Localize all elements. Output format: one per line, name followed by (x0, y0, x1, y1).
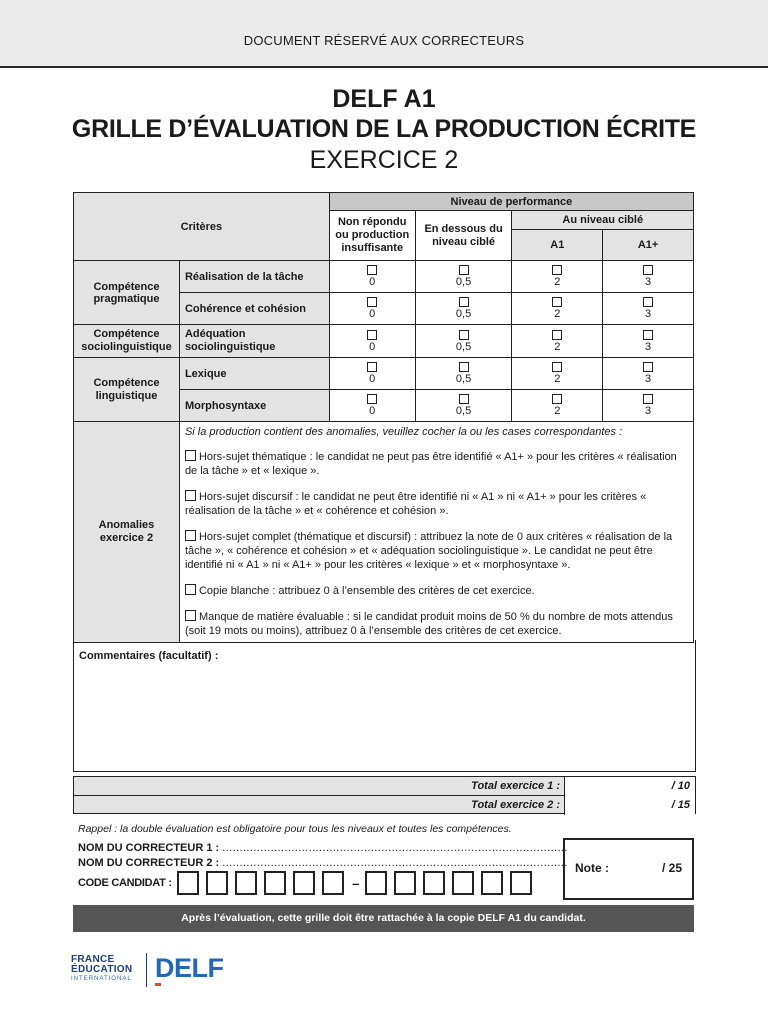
anomalies-label: Anomalies exercice 2 (74, 422, 180, 643)
score-value: 0 (369, 308, 376, 320)
code-separator: – (352, 875, 360, 891)
score-checkbox[interactable] (367, 297, 377, 307)
evaluation-grid (73, 192, 694, 643)
score-checkbox[interactable] (643, 330, 653, 340)
score-checkbox[interactable] (367, 394, 377, 404)
final-note-box[interactable] (563, 838, 694, 900)
score-cell[interactable] (415, 390, 512, 422)
corrector-1-dots: .................................................................................................... (222, 842, 568, 854)
score-value: 2 (554, 308, 561, 320)
score-checkbox[interactable] (552, 362, 562, 372)
score-checkbox[interactable] (643, 297, 653, 307)
reserved-notice: DOCUMENT RÉSERVÉ AUX CORRECTEURS (243, 33, 525, 48)
criterion-label: Réalisation de la tâche (179, 261, 329, 293)
score-cell[interactable] (603, 358, 694, 390)
attachment-notice: Après l’évaluation, cette grille doit être rattachée à la copie DELF A1 du candidat. (73, 905, 694, 932)
score-cell[interactable] (603, 390, 694, 422)
code-digit-box[interactable] (206, 871, 228, 895)
anomaly-text: Hors-sujet complet (thématique et discursif) : attribuez la note de 0 aux critères « réalisation de la tâche », « cohérence et cohésion » et « adéquation sociolinguistique ». Le candidat ne peut être identifié ni « A1 » ni « A1+ » pour les critères « lexique » et « morphosyntaxe ». (184, 531, 673, 571)
anomaly-item (185, 490, 689, 518)
code-digit-box[interactable] (322, 871, 344, 895)
corrector-2-dots: .................................................................................................... (222, 857, 568, 869)
score-cell[interactable] (512, 390, 603, 422)
score-checkbox[interactable] (367, 362, 377, 372)
score-cell[interactable] (329, 293, 415, 325)
group-socio: Compétence sociolinguistique (74, 325, 180, 358)
score-checkbox[interactable] (459, 297, 469, 307)
anomaly-checkbox[interactable] (185, 450, 196, 461)
code-digit-box[interactable] (293, 871, 315, 895)
score-checkbox[interactable] (459, 394, 469, 404)
anomaly-checkbox[interactable] (185, 490, 196, 501)
code-digit-box[interactable] (235, 871, 257, 895)
anomaly-checkbox[interactable] (185, 584, 196, 595)
score-value: 3 (645, 373, 652, 385)
code-digit-box[interactable] (365, 871, 387, 895)
code-digit-box[interactable] (510, 871, 532, 895)
logo-org-line1: FRANCE (71, 954, 115, 965)
score-value: 0,5 (455, 405, 472, 417)
score-value: 0,5 (455, 276, 472, 288)
candidate-code (78, 870, 539, 896)
criterion-label: Morphosyntaxe (179, 390, 329, 422)
comments-label: Commentaires (facultatif) : (79, 650, 219, 662)
score-cell[interactable] (415, 358, 512, 390)
title-exam: DELF A1 (332, 85, 436, 113)
score-cell[interactable] (512, 293, 603, 325)
code-digit-box[interactable] (423, 871, 445, 895)
candidate-code-label: CODE CANDIDAT : (78, 877, 172, 889)
corrector-2-label: NOM DU CORRECTEUR 2 : (78, 857, 220, 869)
score-checkbox[interactable] (552, 330, 562, 340)
score-value: 3 (645, 340, 652, 353)
score-checkbox[interactable] (552, 265, 562, 275)
score-cell[interactable] (603, 293, 694, 325)
score-cell[interactable] (415, 325, 512, 358)
score-value: 0 (369, 373, 376, 385)
code-digit-box[interactable] (481, 871, 503, 895)
score-checkbox[interactable] (367, 330, 377, 340)
anomaly-item (185, 450, 689, 478)
score-cell[interactable] (415, 293, 512, 325)
total-ex2-field[interactable]: / 15 (564, 796, 695, 815)
score-cell[interactable] (329, 261, 415, 293)
total-ex2-label: Total exercice 2 : (471, 799, 560, 811)
logo-org-line2: ÉDUCATION (71, 964, 133, 975)
score-checkbox[interactable] (552, 297, 562, 307)
document-title (0, 84, 768, 176)
score-value: 0 (369, 276, 376, 288)
score-value: 3 (645, 276, 652, 288)
score-cell[interactable] (603, 261, 694, 293)
score-value: 2 (554, 373, 561, 385)
score-cell[interactable] (512, 325, 603, 358)
score-checkbox[interactable] (552, 394, 562, 404)
anomaly-item (185, 610, 689, 638)
score-cell[interactable] (415, 261, 512, 293)
score-value: 0,5 (455, 308, 472, 320)
criterion-label: Cohérence et cohésion (179, 293, 329, 325)
score-checkbox[interactable] (643, 362, 653, 372)
performance-header: Niveau de performance (329, 193, 693, 211)
score-cell[interactable] (512, 261, 603, 293)
anomaly-checkbox[interactable] (185, 530, 196, 541)
score-cell[interactable] (329, 358, 415, 390)
note-value: / 25 (661, 861, 682, 875)
score-value: 0,5 (455, 340, 472, 353)
col-below: En dessous du niveau ciblé (415, 211, 512, 261)
group-linguistique: Compétence linguistique (74, 358, 180, 422)
score-cell[interactable] (329, 325, 415, 358)
corrector-2-field[interactable] (78, 857, 568, 869)
col-a1plus: A1+ (603, 230, 694, 261)
col-target: Au niveau ciblé (512, 211, 694, 230)
code-digit-box[interactable] (264, 871, 286, 895)
logo-divider (146, 953, 147, 987)
score-cell[interactable] (603, 325, 694, 358)
total-row-ex1 (74, 777, 695, 796)
delf-wordmark: DELF (155, 953, 224, 983)
note-label: Note : (575, 861, 609, 875)
score-value: 0,5 (455, 373, 472, 385)
anomaly-item (185, 530, 689, 572)
score-checkbox[interactable] (459, 330, 469, 340)
code-digit-box[interactable] (394, 871, 416, 895)
title-grid: GRILLE D’ÉVALUATION DE LA PRODUCTION ÉCRITE (71, 115, 697, 143)
corrector-1-label: NOM DU CORRECTEUR 1 : (78, 842, 220, 854)
logo-accent-bar (155, 983, 161, 986)
anomaly-text: Hors-sujet discursif : le candidat ne peut être identifié ni « A1 » ni « A1+ » pour les critères « réalisation de la tâche » et « cohérence et cohésion ». (184, 491, 647, 517)
total-ex1-field[interactable]: / 10 (564, 777, 695, 796)
col-a1: A1 (512, 230, 603, 261)
total-ex1-label: Total exercice 1 : (471, 780, 560, 792)
score-value: 2 (554, 276, 561, 288)
anomalies-intro: Si la production contient des anomalies, veuillez cocher la ou les cases correspondantes : (184, 426, 623, 438)
anomaly-text: Hors-sujet thématique : le candidat ne peut pas être identifié « A1+ » pour les critères « réalisation de la tâche » et « lexique ». (184, 451, 677, 477)
criteria-header: Critères (74, 193, 330, 261)
score-cell[interactable] (329, 390, 415, 422)
criterion-label: Lexique (179, 358, 329, 390)
anomaly-checkbox[interactable] (185, 610, 196, 621)
anomalies-list (179, 422, 693, 643)
double-evaluation-reminder: Rappel : la double évaluation est obligatoire pour tous les niveaux et toutes les compétences. (78, 823, 512, 835)
code-digit-box[interactable] (177, 871, 199, 895)
total-row-ex2 (74, 796, 695, 815)
score-checkbox[interactable] (459, 362, 469, 372)
logo-org-line3: INTERNATIONAL (71, 975, 132, 982)
france-education-delf-logo (71, 953, 231, 987)
score-value: 0 (369, 340, 376, 353)
comments-area[interactable] (73, 640, 696, 772)
code-digit-box[interactable] (452, 871, 474, 895)
col-not-answered: Non répondu ou production insuffisante (329, 211, 415, 261)
anomaly-item (185, 584, 689, 598)
score-checkbox[interactable] (643, 394, 653, 404)
group-pragmatique: Compétence pragmatique (74, 261, 180, 325)
score-value: 3 (645, 405, 652, 417)
header-banner (0, 0, 768, 68)
score-value: 2 (554, 405, 561, 417)
anomaly-text: Manque de matière évaluable : si le candidat produit moins de 50 % du nombre de mots attendus (soit 19 mots ou moins), attribuez 0 à l’ensemble des critères de cet exercice. (184, 611, 673, 637)
criterion-label: Adéquation sociolinguistique (179, 325, 329, 358)
corrector-1-field[interactable] (78, 842, 568, 854)
score-checkbox[interactable] (643, 265, 653, 275)
score-cell[interactable] (512, 358, 603, 390)
score-value: 3 (645, 308, 652, 320)
score-value: 2 (554, 340, 561, 353)
title-exercise: EXERCICE 2 (309, 146, 459, 174)
anomaly-text: Copie blanche : attribuez 0 à l’ensemble des critères de cet exercice. (198, 585, 535, 597)
totals-box (73, 776, 696, 814)
score-value: 0 (369, 405, 376, 417)
score-checkbox[interactable] (459, 265, 469, 275)
score-checkbox[interactable] (367, 265, 377, 275)
